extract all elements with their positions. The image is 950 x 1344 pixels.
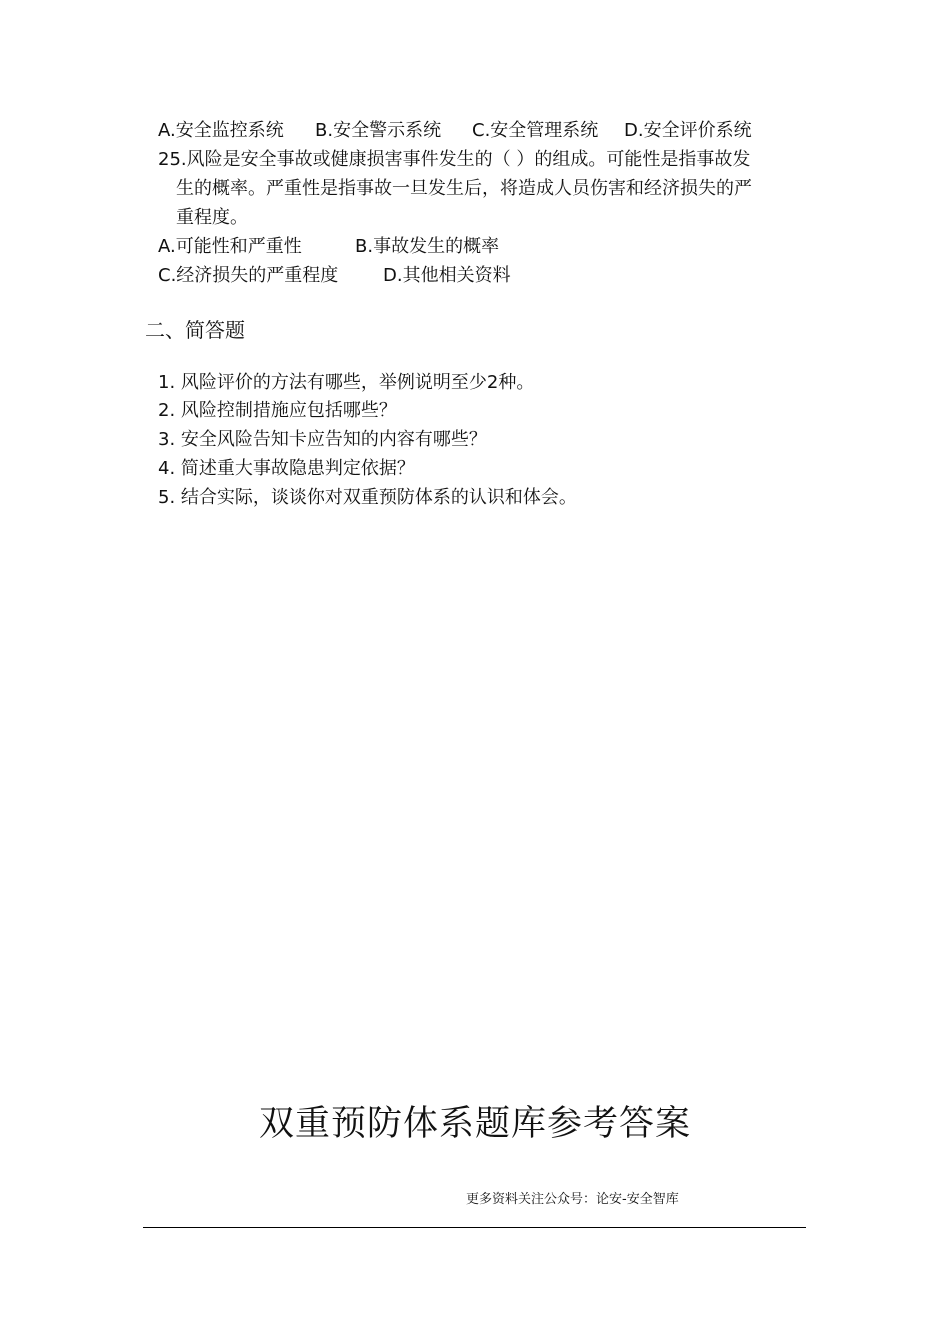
question-25-line-1: 25.风险是安全事故或健康损害事件发生的（ ）的组成。可能性是指事故发 [158,149,751,170]
question-25-options-row-2 [158,262,511,290]
short-answer-item: 2. 风险控制措施应包括哪些？ [158,400,397,421]
footer-divider [143,1227,806,1228]
answer-key-title: 双重预防体系题库参考答案 [258,1104,691,1144]
question-25-options-row-1 [158,233,499,261]
question-25-line-2: 生的概率。严重性是指事故一旦发生后，将造成人员伤害和经济损失的严 [176,178,752,199]
short-answer-item: 4. 简述重大事故隐患判定依据？ [158,458,415,479]
question-24-options [158,117,752,145]
option-a: A.可能性和严重性 [158,236,302,257]
short-answer-item: 5. 结合实际，谈谈你对双重预防体系的认识和体会。 [158,487,577,508]
short-answer-item: 3. 安全风险告知卡应告知的内容有哪些？ [158,429,487,450]
short-answer-item: 1. 风险评价的方法有哪些，举例说明至少2种。 [158,372,535,393]
option-b: B.安全警示系统 [315,120,442,141]
section-heading: 二、简答题 [145,318,245,342]
option-d: D.其他相关资料 [383,265,511,286]
footer-note: 更多资料关注公众号：论安-安全智库 [466,1192,679,1207]
option-c: C.安全管理系统 [472,120,599,141]
option-b: B.事故发生的概率 [355,236,500,257]
option-d: D.安全评价系统 [624,120,752,141]
option-c: C.经济损失的严重程度 [158,265,339,286]
option-a: A.安全监控系统 [158,120,284,141]
question-25-line-3: 重程度。 [176,207,248,228]
